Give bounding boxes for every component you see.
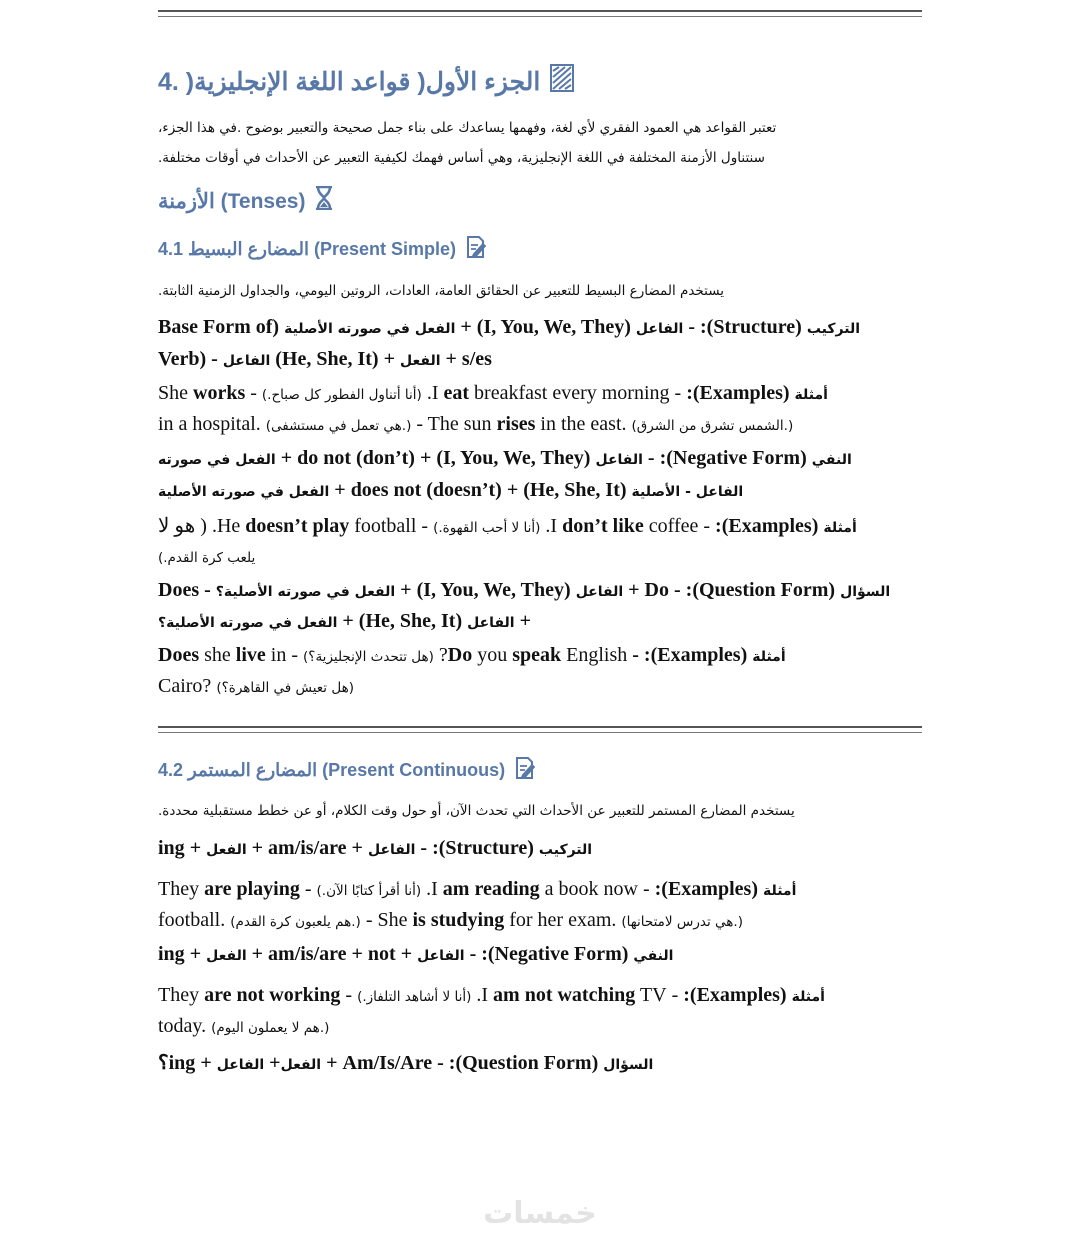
text: for her exam.	[504, 909, 622, 931]
bold-text: doesn’t play	[245, 515, 350, 537]
text-line	[158, 413, 793, 436]
text-line	[158, 316, 860, 339]
arabic-text: أمثلة	[762, 883, 797, 899]
bold-text: are playing	[204, 878, 300, 900]
bold-text: (Examples): -	[627, 644, 753, 666]
text: - I	[431, 878, 650, 900]
text-line	[158, 579, 890, 602]
striped-document-icon	[550, 64, 574, 99]
bold-text: are not working	[204, 984, 341, 1006]
present-simple-description: يستخدم المضارع البسيط للتعبير عن الحقائق العامة، العادات، الروتين اليومي، والجداول الزمنية الثابتة.	[158, 283, 725, 299]
arabic-text: الفعل في صورته	[158, 452, 276, 468]
arabic-text: الفعل	[206, 842, 247, 858]
arabic-text: الفعل في صورته الأصلية	[284, 321, 456, 337]
section-divider	[158, 726, 922, 733]
arabic-text: (أنا أقرأ كتابًا الآن.)	[316, 883, 422, 899]
text-line	[158, 545, 255, 568]
text: TV.	[471, 984, 667, 1006]
bold-text: (Negative Form): -	[642, 447, 812, 469]
text: - The sun	[411, 413, 497, 435]
text-line	[158, 1050, 653, 1075]
text-line	[158, 644, 786, 667]
text: today.	[158, 1015, 212, 1037]
bold-text: (He, She, It) + does not (doesn’t) +	[329, 479, 632, 501]
text-line	[158, 348, 492, 371]
text-line	[158, 479, 743, 502]
text: - I	[431, 382, 682, 404]
arabic-text: (الشمس تشرق من الشرق.)	[631, 418, 794, 434]
arabic-text: السؤال	[603, 1057, 654, 1073]
text-line	[158, 878, 796, 901]
arabic-text: يلعب كرة القدم.)	[158, 550, 256, 566]
text-line	[158, 943, 673, 966]
text: - They	[158, 878, 317, 900]
text: -	[286, 644, 304, 666]
text: football. ( هو لا	[158, 515, 417, 537]
bold-text: rises	[496, 413, 536, 435]
text: football.	[158, 909, 231, 931]
arabic-text: الفاعل	[635, 321, 684, 337]
text-line	[158, 382, 828, 405]
text: a book now.	[421, 878, 638, 900]
bold-text: - Does	[158, 579, 216, 601]
arabic-text: الفاعل	[417, 948, 465, 964]
bold-text: +	[514, 610, 531, 632]
bold-text: (Examples):	[710, 515, 824, 537]
arabic-text: (هي تعمل في مستشفى.)	[265, 418, 412, 434]
top-divider	[158, 10, 922, 17]
text: in the east.	[535, 413, 632, 435]
arabic-text: الفاعل	[575, 584, 624, 600]
arabic-text: (أنا أتناول الفطور كل صباح.)	[261, 387, 422, 403]
arabic-text: الفعل في صورته الأصلية	[158, 484, 330, 500]
arabic-text: أمثلة	[823, 520, 857, 536]
bold-text: am not watching	[493, 984, 636, 1006]
arabic-text: (أنا لا أشاهد التلفاز.)	[357, 989, 472, 1005]
text-line	[158, 513, 857, 538]
arabic-text: (هل تتحدث الإنجليزية؟)	[303, 649, 434, 665]
text-line	[158, 610, 531, 633]
tenses-heading	[158, 186, 333, 216]
bold-text: (He, She, It) +	[270, 348, 400, 370]
bold-text: works	[193, 382, 246, 404]
arabic-text: الفعل في صورته الأصلية؟	[158, 615, 338, 631]
bold-text: (Examples):	[649, 878, 763, 900]
hourglass-icon	[315, 186, 333, 216]
text-line	[158, 837, 592, 860]
bold-text: am reading	[442, 878, 540, 900]
bold-text: + s/es	[440, 348, 492, 370]
text: English?	[433, 644, 628, 666]
bold-text: (Question Form): - Am/Is/Are +	[321, 1052, 604, 1074]
arabic-text: (هي تدرس لامتحانها.)	[621, 914, 743, 930]
arabic-text: الفاعل	[216, 1057, 265, 1073]
text: coffee.	[540, 515, 699, 537]
arabic-text: الفاعل	[367, 842, 416, 858]
text: in a hospital.	[158, 413, 266, 435]
text: - I	[481, 984, 679, 1006]
bold-text: (He, She, It) +	[337, 610, 468, 632]
arabic-text: التركيب	[806, 321, 860, 337]
present-continuous-description: يستخدم المضارع المستمر للتعبير عن الأحداث التي تحدث الآن، أو حول وقت الكلام، أو عن خطط مستقبلية محددة.	[158, 803, 795, 819]
arabic-text: الفعل في صورته الأصلية؟	[215, 584, 396, 600]
bold-text: + am/is/are +	[246, 837, 368, 859]
bold-text: (Structure): -	[683, 316, 807, 338]
arabic-text: (هل تعيش في القاهرة؟)	[216, 680, 354, 696]
bold-text: (Examples):	[681, 382, 795, 404]
text: - She	[360, 909, 413, 931]
present-continuous-heading	[158, 757, 535, 784]
bold-text: + ing	[158, 943, 207, 965]
text-line	[158, 1015, 329, 1038]
present-simple-heading	[158, 236, 486, 263]
bold-text: eat	[443, 382, 470, 404]
text: - He	[216, 515, 434, 537]
bold-text: is studying	[412, 909, 505, 931]
heading-text: 4.2 المضارع المستمر (Present Continuous)	[158, 760, 506, 780]
bold-text: (Question Form): - Do +	[623, 579, 841, 601]
intro-line-2: سنتناول الأزمنة المختلفة في اللغة الإنجليزية، وهي أساس فهمك لكيفية التعبير عن الأحداث في أوقات مختلفة.	[158, 150, 765, 166]
arabic-text: الفعل	[280, 1057, 322, 1073]
bold-text: live	[235, 644, 266, 666]
intro-line-1: تعتبر القواعد هي العمود الفقري لأي لغة، وفهمها يساعدك على بناء جمل صحيحة والتعبير بوضوح .في هذا الجزء،	[158, 120, 777, 136]
text: breakfast every morning.	[421, 382, 670, 404]
text: in	[265, 644, 287, 666]
bold-text: + am/is/are + not +	[246, 943, 418, 965]
section-heading	[158, 64, 574, 99]
watermark-logo: خمسات	[483, 1196, 597, 1231]
bold-text: (Examples):	[678, 984, 792, 1006]
arabic-text: الفعل	[399, 353, 441, 369]
arabic-text: الفاعل - الأصلية	[631, 484, 744, 500]
edit-document-icon	[515, 757, 535, 784]
arabic-text: النفي	[811, 452, 852, 468]
text: you	[472, 644, 513, 666]
text: - She	[158, 382, 262, 404]
heading-text: الأزمنة (Tenses)	[158, 189, 306, 213]
bold-text: Does	[158, 644, 200, 666]
edit-document-icon	[466, 236, 486, 263]
arabic-text: الفاعل	[222, 353, 271, 369]
arabic-text: أمثلة	[791, 989, 825, 1005]
arabic-text: الفاعل	[467, 615, 515, 631]
bold-text: don’t like	[562, 515, 644, 537]
text-line	[158, 909, 743, 932]
heading-text: 4.1 المضارع البسيط (Present Simple)	[158, 239, 456, 259]
arabic-text: النفي	[633, 948, 674, 964]
bold-text: (Base Form of	[158, 316, 285, 338]
heading-text: 4. )الجزء الأول( قواعد اللغة الإنجليزية	[158, 67, 541, 96]
text: - I	[550, 515, 711, 537]
arabic-text: التركيب	[538, 842, 593, 858]
bold-text: (I, You, We, They) +	[395, 579, 576, 601]
text-line	[158, 984, 825, 1007]
bold-text: speak	[512, 644, 562, 666]
arabic-text: (أنا لا أحب القهوة.)	[433, 520, 541, 536]
text-line	[158, 675, 354, 698]
arabic-text: (هم لا يعملون اليوم.)	[211, 1020, 330, 1036]
text: she	[199, 644, 236, 666]
arabic-text: أمثلة	[794, 387, 828, 403]
text: Cairo?	[158, 675, 217, 697]
arabic-text: الفاعل	[595, 452, 643, 468]
arabic-text: (هم يلعبون كرة القدم.)	[230, 914, 361, 930]
bold-text: Verb) -	[158, 348, 223, 370]
bold-text: + ing	[158, 837, 207, 859]
text-line	[158, 447, 852, 470]
bold-text: +	[264, 1052, 281, 1074]
bold-text: (Negative Form): -	[464, 943, 634, 965]
bold-text: Do	[447, 644, 473, 666]
bold-text: (I, You, We, They) + do not (don’t) +	[275, 447, 596, 469]
bold-text: (Structure): -	[415, 837, 539, 859]
bold-text: + ing؟	[158, 1052, 217, 1074]
arabic-text: الفعل	[206, 948, 247, 964]
arabic-text: السؤال	[840, 584, 891, 600]
arabic-text: أمثلة	[752, 649, 786, 665]
bold-text: (I, You, We, They) +	[455, 316, 636, 338]
text: - They	[158, 984, 358, 1006]
